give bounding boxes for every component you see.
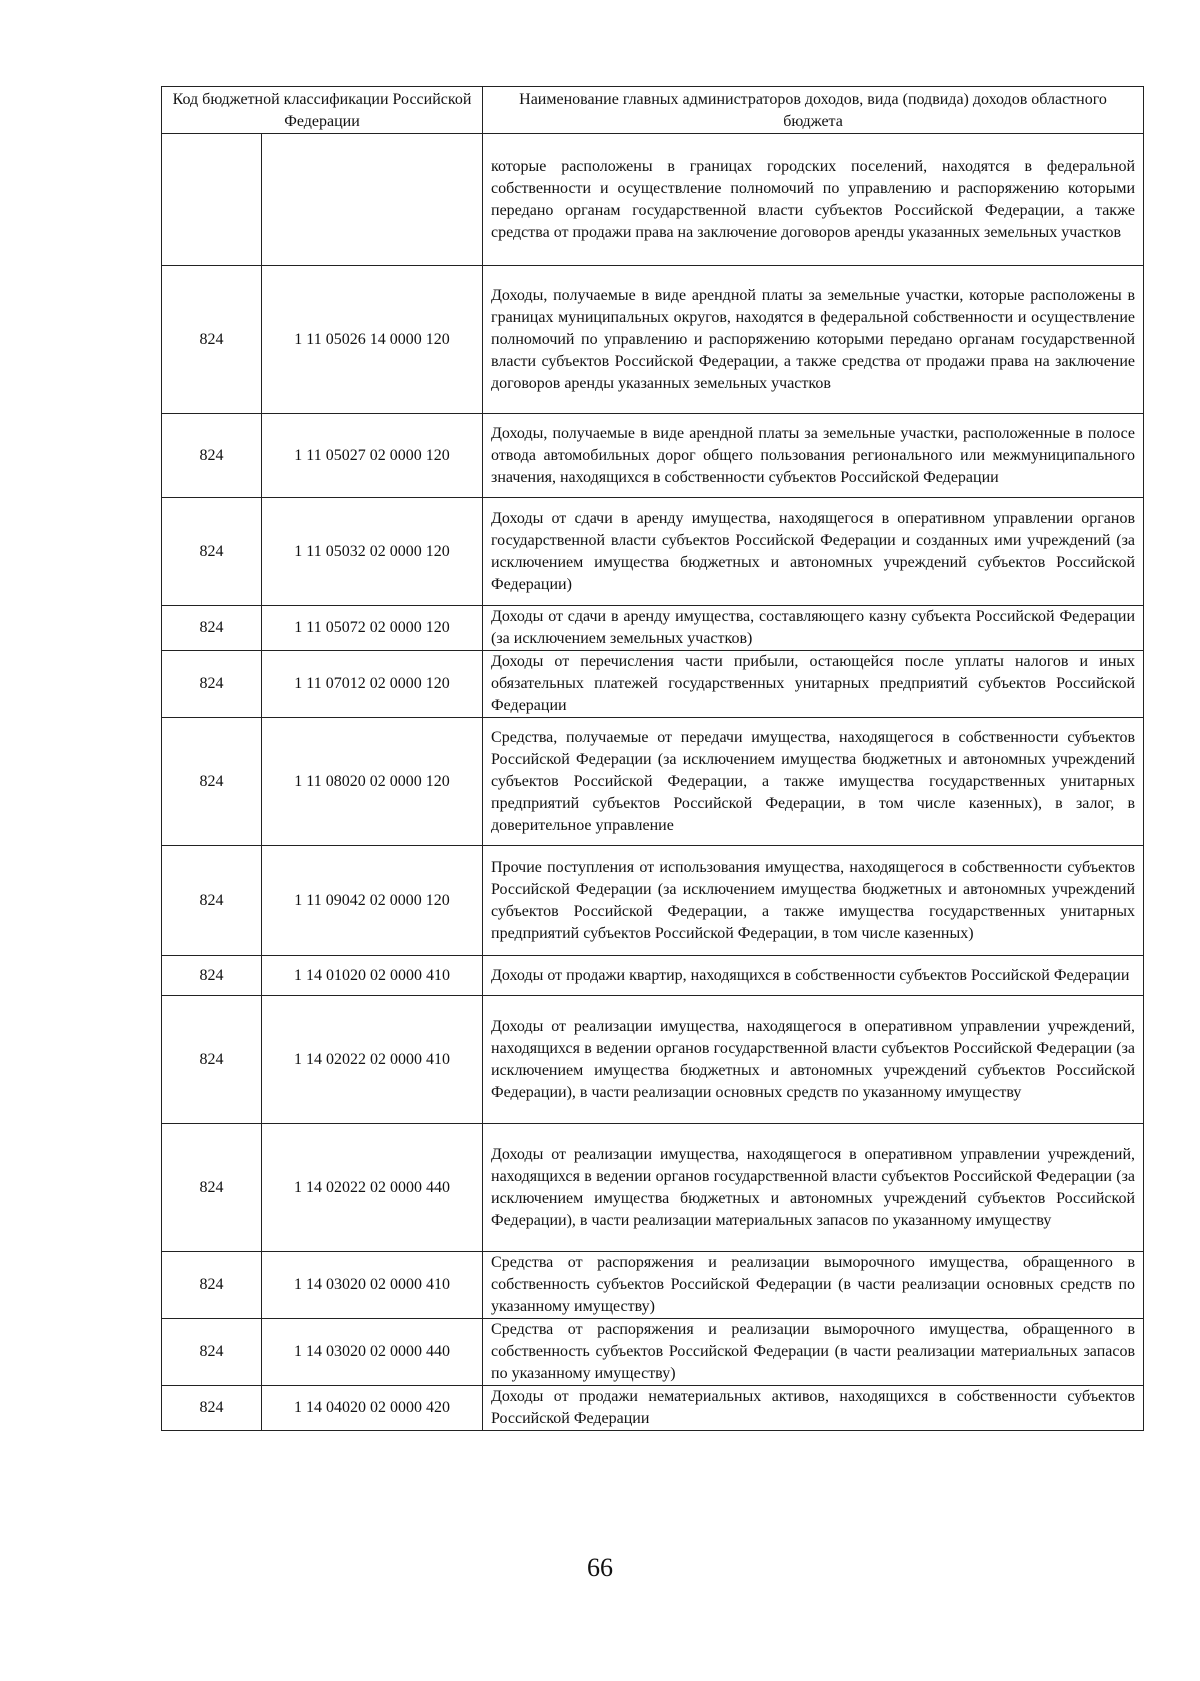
- admin-code-cell: 824: [162, 956, 262, 996]
- budget-code-cell: 1 11 05032 02 0000 120: [262, 498, 483, 606]
- admin-code-cell: [162, 134, 262, 266]
- revenue-name-cell: Доходы, получаемые в виде арендной платы за земельные участки, расположенные в полосе отвода автомобильных дорог общего пользования регионального или межмуниципального значения, находящихся в собственности субъектов Российской Федерации: [483, 414, 1144, 498]
- header-name-column: Наименование главных администраторов доходов, вида (подвида) доходов областного бюджета: [483, 87, 1144, 134]
- table-header-row: [162, 87, 1144, 134]
- budget-code-cell: 1 14 02022 02 0000 440: [262, 1124, 483, 1252]
- table-row: [162, 134, 1144, 266]
- table-row: [162, 846, 1144, 956]
- revenue-name-cell: Доходы, получаемые в виде арендной платы за земельные участки, которые расположены в границах муниципальных округов, находятся в федеральной собственности и осуществление полномочий по управлению и распоряжению которыми передано органам государственной власти субъектов Российской Федерации, а также средства от продажи права на заключение договоров аренды указанных земельных участков: [483, 266, 1144, 414]
- budget-code-cell: 1 11 05026 14 0000 120: [262, 266, 483, 414]
- revenue-name-cell: Доходы от сдачи в аренду имущества, составляющего казну субъекта Российской Федерации (за исключением земельных участков): [483, 606, 1144, 651]
- budget-code-cell: 1 11 08020 02 0000 120: [262, 718, 483, 846]
- table-row: [162, 1386, 1144, 1431]
- budget-code-cell: 1 14 01020 02 0000 410: [262, 956, 483, 996]
- table-row: [162, 266, 1144, 414]
- table-row: [162, 718, 1144, 846]
- budget-code-cell: 1 14 03020 02 0000 440: [262, 1319, 483, 1386]
- admin-code-cell: 824: [162, 1252, 262, 1319]
- budget-code-cell: 1 11 09042 02 0000 120: [262, 846, 483, 956]
- table-row: [162, 996, 1144, 1124]
- budget-code-cell: 1 11 07012 02 0000 120: [262, 651, 483, 718]
- table-row: [162, 1252, 1144, 1319]
- revenue-name-cell: Доходы от продажи квартир, находящихся в собственности субъектов Российской Федерации: [483, 956, 1144, 996]
- revenue-name-cell: Доходы от реализации имущества, находящегося в оперативном управлении учреждений, находящихся в ведении органов государственной власти субъектов Российской Федерации (за исключением имущества бюджетных и автономных учреждений субъектов Российской Федерации), в части реализации основных средств по указанному имуществу: [483, 996, 1144, 1124]
- revenue-name-cell: Прочие поступления от использования имущества, находящегося в собственности субъектов Российской Федерации (за исключением имущества бюджетных и автономных учреждений субъектов Российской Федерации, а также имущества государственных унитарных предприятий субъектов Российской Федерации, в том числе казенных): [483, 846, 1144, 956]
- table-row: [162, 498, 1144, 606]
- revenue-name-cell: Доходы от реализации имущества, находящегося в оперативном управлении учреждений, находящихся в ведении органов государственной власти субъектов Российской Федерации (за исключением имущества бюджетных и автономных учреждений субъектов Российской Федерации), в части реализации материальных запасов по указанному имуществу: [483, 1124, 1144, 1252]
- budget-code-cell: [262, 134, 483, 266]
- revenue-name-cell: Доходы от сдачи в аренду имущества, находящегося в оперативном управлении органов государственной власти субъектов Российской Федерации и созданных ими учреждений (за исключением имущества бюджетных и автономных учреждений субъектов Российской Федерации): [483, 498, 1144, 606]
- admin-code-cell: 824: [162, 1319, 262, 1386]
- table-row: [162, 414, 1144, 498]
- budget-code-cell: 1 11 05072 02 0000 120: [262, 606, 483, 651]
- revenue-name-cell: Средства от распоряжения и реализации выморочного имущества, обращенного в собственность субъектов Российской Федерации (в части реализации основных средств по указанному имуществу): [483, 1252, 1144, 1319]
- admin-code-cell: 824: [162, 266, 262, 414]
- revenue-name-cell: Доходы от перечисления части прибыли, остающейся после уплаты налогов и иных обязательных платежей государственных унитарных предприятий субъектов Российской Федерации: [483, 651, 1144, 718]
- admin-code-cell: 824: [162, 996, 262, 1124]
- table-row: [162, 956, 1144, 996]
- revenue-name-cell: Средства, получаемые от передачи имущества, находящегося в собственности субъектов Российской Федерации (за исключением имущества бюджетных и автономных учреждений субъектов Российской Федерации, а также имущества государственных унитарных предприятий субъектов Российской Федерации, в том числе казенных), в залог, в доверительное управление: [483, 718, 1144, 846]
- admin-code-cell: 824: [162, 651, 262, 718]
- table-row: [162, 606, 1144, 651]
- budget-code-cell: 1 14 02022 02 0000 410: [262, 996, 483, 1124]
- revenue-name-cell: Средства от распоряжения и реализации выморочного имущества, обращенного в собственность субъектов Российской Федерации (в части реализации материальных запасов по указанному имуществу): [483, 1319, 1144, 1386]
- table-row: [162, 1124, 1144, 1252]
- table-row: [162, 651, 1144, 718]
- admin-code-cell: 824: [162, 498, 262, 606]
- admin-code-cell: 824: [162, 846, 262, 956]
- budget-code-cell: 1 14 03020 02 0000 410: [262, 1252, 483, 1319]
- admin-code-cell: 824: [162, 1386, 262, 1431]
- admin-code-cell: 824: [162, 1124, 262, 1252]
- header-code-column: Код бюджетной классификации Российской Федерации: [162, 87, 483, 134]
- revenue-classification-table: [161, 86, 1144, 1431]
- table-row: [162, 1319, 1144, 1386]
- admin-code-cell: 824: [162, 606, 262, 651]
- revenue-name-cell: Доходы от продажи нематериальных активов, находящихся в собственности субъектов Российской Федерации: [483, 1386, 1144, 1431]
- page-number: 66: [587, 1553, 613, 1582]
- revenue-name-cell: которые расположены в границах городских поселений, находятся в федеральной собственности и осуществление полномочий по управлению и распоряжению которыми передано органам государственной власти субъектов Российской Федерации, а также средства от продажи права на заключение договоров аренды указанных земельных участков: [483, 134, 1144, 266]
- admin-code-cell: 824: [162, 414, 262, 498]
- budget-code-cell: 1 14 04020 02 0000 420: [262, 1386, 483, 1431]
- admin-code-cell: 824: [162, 718, 262, 846]
- table-body: [162, 134, 1144, 1431]
- budget-code-cell: 1 11 05027 02 0000 120: [262, 414, 483, 498]
